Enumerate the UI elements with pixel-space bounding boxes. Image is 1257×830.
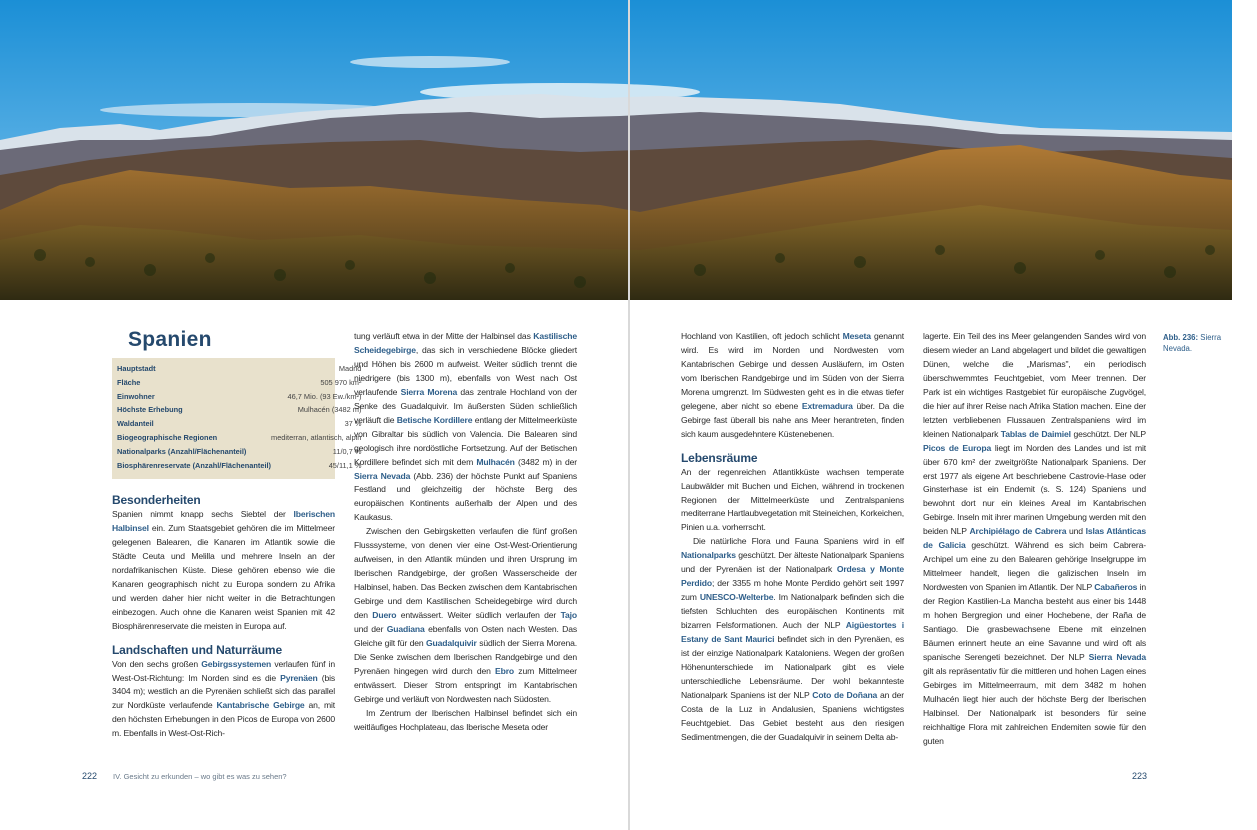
- facts-box: [112, 358, 362, 479]
- caption-text: Sierra Nevada.: [1163, 333, 1222, 353]
- fact-row: [117, 459, 361, 473]
- fact-row: [117, 376, 361, 390]
- fact-label: Einwohner: [117, 391, 155, 401]
- heading-besonderheiten: Besonderheiten: [112, 493, 201, 507]
- page-gutter: [628, 0, 630, 830]
- fact-row: [117, 445, 361, 459]
- fact-value: 45/11,1 %: [328, 460, 362, 470]
- fact-label: Biogeographische Regionen: [117, 432, 218, 442]
- paragraph: Im Zentrum der Iberischen Halbinsel befindet sich ein weitläufiges Hochplateau, das Iberische Meseta oder: [354, 707, 577, 732]
- heading-lebensraeume: Lebensräume: [681, 450, 758, 465]
- fact-label: Waldanteil: [117, 419, 154, 429]
- fact-label: Höchste Erhebung: [117, 405, 183, 415]
- page-number-right: 223: [1132, 771, 1148, 781]
- paragraph: Die natürliche Flora und Fauna Spaniens wird in elf Nationalparks geschützt. Der älteste Nationalpark Spaniens und der Pyrenäen ist der Nationalpark Ordesa y Monte Perdido; der 3355 m hohe Monte Perdido gehört seit 1997 zum UNESCO-Welterbe. Im Nationalpark befinden sich die tiefsten Schluchten des europäischen Kontinents mit bizarren Felsformationen. Auch der NLP Aigüestortes i Estany de Sant Maurici befindet sich in den Pyrenäen, es ist der einzige Nationalpark Kataloniens. Wegen der großen Höhenunterschiede im Nationalpark gibt es viele unterschiedliche Lebensräume. Der wohl bekannteste Nationalpark Spaniens ist der NLP Coto de Doñana an der Costa de la Luz in Andalusien, Spaniens wichtigstes Feuchtgebiet. Das Gebiet besteht aus den riesigen Sedimentmengen, die der Guadalquivir in seinem Delta ab-: [681, 536, 904, 742]
- caption-label: Abb. 236:: [1163, 333, 1199, 342]
- fact-row: [117, 431, 361, 445]
- paragraph: tung verläuft etwa in der Mitte der Halbinsel das Kastilische Scheidegebirge, das sich in verschiedene Blöcke gliedert und Höhen bis 2600 m aufweist. Weiter südlich trennt die niedrigere (bis 1300 m), ebenfalls von West nach Ost verlaufende Sierra Morena das zentrale Hochland von der Senke des Guadalquivir. Im äußersten Süden schließlich verläuft die Betische Kordillere entlang der Mittelmeerküste von Gibraltar bis südlich von Valencia. Die Balearen sind geologisch ihre nordöstliche Fortsetzung. Auf der Betischen Kordillere befindet sich mit dem Mulhacén (3482 m) in der Sierra Nevada (Abb. 236) der höchste Punkt auf Spaniens Festland und gleichzeitig der höchste Berg des europäischen Kontinents außerhalb der Alpen und des Kaukasus.: [354, 331, 578, 523]
- fact-value: Madrid: [338, 364, 362, 373]
- running-footer: IV. Gesicht zu erkunden – wo gibt es was zu sehen?: [113, 772, 287, 781]
- facts-table: [117, 362, 361, 472]
- fact-value: 505 970 km²: [320, 377, 362, 387]
- fact-value: Mulhacén (3482 m): [297, 405, 362, 415]
- page-title: Spanien: [128, 328, 212, 351]
- text-column-2: [354, 330, 577, 735]
- fact-row: [117, 417, 361, 431]
- sierra-nevada-photo: [0, 0, 1232, 300]
- fact-row: [117, 390, 361, 404]
- fact-label: Biosphärenreservate (Anzahl/Flächenanteil): [117, 460, 272, 470]
- paragraph: lagerte. Ein Teil des ins Meer gelangenden Sandes wird von diesem wieder an Land abgelagert und bildet die gewaltigen Dünen, welche die „Marismas", ein periodisch überschwemmtes Feuchtgebiet, vom Meer trennen. Der Park ist ein wichtiges Rastgebiet für europäische Zugvögel, die hier auf ihrer Reise nach Afrika Station machen. Eine der letzten verbliebenen Flussauen Zentralspaniens wird im kleinen Nationalpark Tablas de Daimiel geschützt. Der NLP Picos de Europa liegt im Norden des Landes und ist mit über 670 km² der zweitgrößte Nationalpark Spaniens. Der erst 1977 als eigene Art beschriebene Castrovie-Hase oder Ginsterhase ist ein Endemit (s. S. 124) Spaniens und bewohnt dort nur ein kleines Areal im Kantabrischen Gebirge. Inseln mit ihrer marinen Umgebung werden mit den beiden NLP Archipiélago de Cabrera und Islas Atlánticas de Galicia geschützt. Während es sich beim Cabrera-Archipel um eine zu den Balearen gehörige Inselgruppe im Mittelmeer handelt, liegen die galizischen Inseln im Nordwesten von Spanien im Atlantik. Der NLP Cabañeros in der Region Kastilien-La Mancha besteht aus einer bis 1448 m hohen Bergregion und einer Hochebene, der Raña de Santiago. Die grasbewachsene Ebene mit einzelnen Bäumen erinnert heute an eine Savanne und wird oft als spanische Serengeti bezeichnet. Der NLP Sierra Nevada gilt als repräsentativ für die mittleren und hohen Lagen eines Gebirges im Mittelmeerraum, mit dem 3482 m hohen Mulhacén liegt hier auch der höchste Berg der Iberischen Halbinsel. Der Nationalpark ist besonders für seine reichhaltige Flora mit zahlreichen Endemiten sowie für den guten: [923, 331, 1146, 746]
- fact-label: Fläche: [117, 377, 141, 387]
- fact-value: mediterran, atlantisch, alpin: [271, 432, 362, 442]
- fact-row: [117, 362, 361, 376]
- figure-caption: [1163, 332, 1233, 354]
- paragraph: An der regenreichen Atlantikküste wachsen temperate Laubwälder mit Buchen und Eichen, während in trockenen Regionen der Mittelmeerküste und Zentralspaniens mediterrane Hartlaubvegetation mit Steineichen, Korkeichen, Pinien u.a. vorherrscht.: [681, 466, 904, 533]
- paragraph: Spanien nimmt knapp sechs Siebtel der Iberischen Halbinsel ein. Zum Staatsgebiet gehören die im Mittelmeer gelegenen Balearen, die Kanaren im Atlantik sowie die Städte Ceuta und Melilla und mehrere Inseln an der nordafrikanischen Küste. Diese gehören ebenso wie die Kanaren geographisch nicht zu Europa sondern zu Afrika und werden daher hier nicht weiter in die Betrachtungen einbezogen. Auch ohne die Kanaren weist Spanien mit 42 Biosphärenreservate die meisten in Europa auf.: [112, 509, 335, 631]
- paragraph: Hochland von Kastilien, oft jedoch schlicht Meseta genannt wird. Es wird im Norden und Nordwesten vom Kantabrischen Gebirge und dessen Ausläufern, im Osten vom Iberischen Randgebirge und im Süden von der Sierra Morena umgrenzt. Im Südwesten geht es in die etwas tiefer gelegene, aber nicht so ebene Extremadura über. Da die Gebirge fast überall bis nahe ans Meer herantreten, finden sich kaum ausgedehntere Küstenebenen.: [681, 331, 904, 439]
- paragraph: Von den sechs großen Gebirgssystemen verlaufen fünf in West-Ost-Richtung: Im Norden sind es die Pyrenäen (bis 3404 m); westlich an die Pyrenäen schließt sich das parallel zur Nordküste verlaufende Kantabrische Gebirge an, mit den höchsten Erhebungen in den Picos de Europa von 2600 m. Ebenfalls in West-Ost-Rich-: [112, 658, 335, 739]
- fact-value: 37 %: [344, 419, 362, 429]
- fact-label: Hauptstadt: [117, 364, 156, 373]
- fact-row: [117, 403, 361, 417]
- text-column-1: [112, 493, 335, 741]
- text-column-4: [923, 330, 1146, 749]
- text-column-3: [681, 330, 904, 745]
- fact-value: 46,7 Mio. (93 Ew./km²): [287, 391, 362, 401]
- heading-landschaften: Landschaften und Naturräume: [112, 642, 282, 657]
- page-number-left: 222: [82, 771, 98, 781]
- paragraph: Zwischen den Gebirgsketten verlaufen die fünf großen Flusssysteme, von denen vier eine Ost-West-Orientierung aufweisen, in den Atlantik münden und ihren Ursprung im Iberischen Randgebirge, der großen Wasserscheide der Halbinsel, haben. Das Becken zwischen dem Kantabrischen Gebirge und dem Kastilischen Scheidegebirge wird durch den Duero entwässert. Weiter südlich verlaufen der Tajo und der Guadiana ebenfalls von Osten nach Westen. Das Gleiche gilt für den Guadalquivir südlich der Sierra Morena. Die Senke zwischen dem Iberischen Randgebirge und den Pyrenäen hingegen wird durch den Ebro zum Mittelmeer entwässert. Dieser Strom entspringt im Kantabrischen Gebirge und verläuft von Nordwesten nach Südosten.: [354, 526, 578, 704]
- fact-value: 11/0,7 %: [332, 446, 362, 456]
- fact-label: Nationalparks (Anzahl/Flächenanteil): [117, 446, 247, 456]
